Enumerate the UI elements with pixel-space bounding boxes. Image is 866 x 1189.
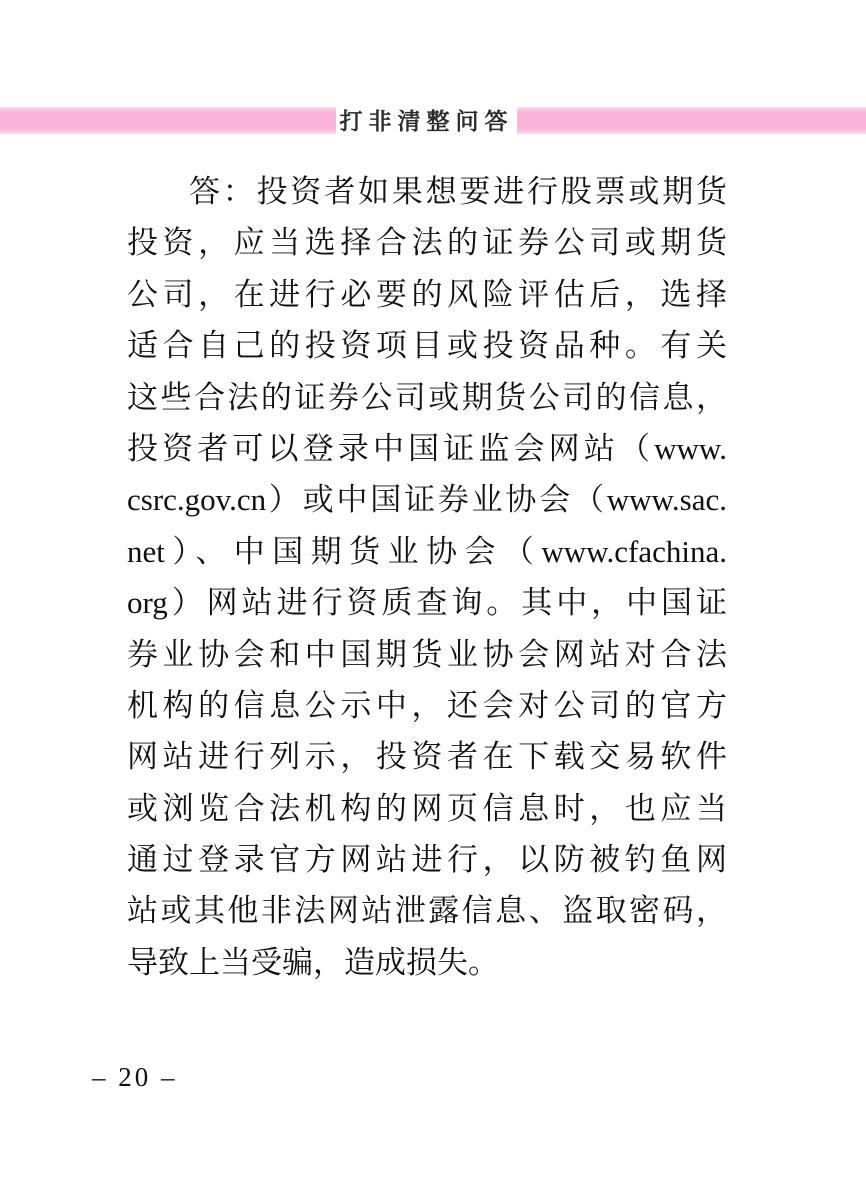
page-number: – 20 – [92, 1062, 178, 1092]
text-line: 这些合法的证券公司或期货公司的信息， [127, 379, 727, 415]
page-header [0, 105, 866, 137]
text-line: csrc.gov.cn）或中国证券业协会（www.sac. [127, 482, 727, 518]
running-title: 打非清整问答 [339, 108, 514, 134]
text-line: 或浏览合法机构的网页信息时，也应当 [127, 790, 727, 826]
text-line: 投资者可以登录中国证监会网站（www. [127, 430, 727, 466]
text-line: 投资，应当选择合法的证券公司或期货 [127, 225, 727, 261]
text-line: 通过登录官方网站进行，以防被钓鱼网 [127, 842, 727, 878]
text-line: 答：投资者如果想要进行股票或期货 [189, 174, 727, 209]
header-band-right [517, 107, 866, 134]
text-line: net）、中国期货业协会（www.cfachina. [127, 533, 727, 569]
text-line: 公司，在进行必要的风险评估后，选择 [127, 276, 727, 312]
answer-paragraph [127, 166, 727, 988]
text-line: 导致上当受骗，造成损失。 [127, 944, 499, 980]
text-line: org）网站进行资质查询。其中，中国证 [127, 585, 727, 621]
header-band-left [0, 107, 336, 134]
text-line: 站或其他非法网站泄露信息、盗取密码， [127, 893, 727, 929]
text-line: 网站进行列示，投资者在下载交易软件 [127, 739, 727, 775]
text-line: 适合自己的投资项目或投资品种。有关 [127, 328, 727, 364]
text-line: 券业协会和中国期货业协会网站对合法 [127, 636, 727, 672]
text-line: 机构的信息公示中，还会对公司的官方 [127, 687, 727, 723]
